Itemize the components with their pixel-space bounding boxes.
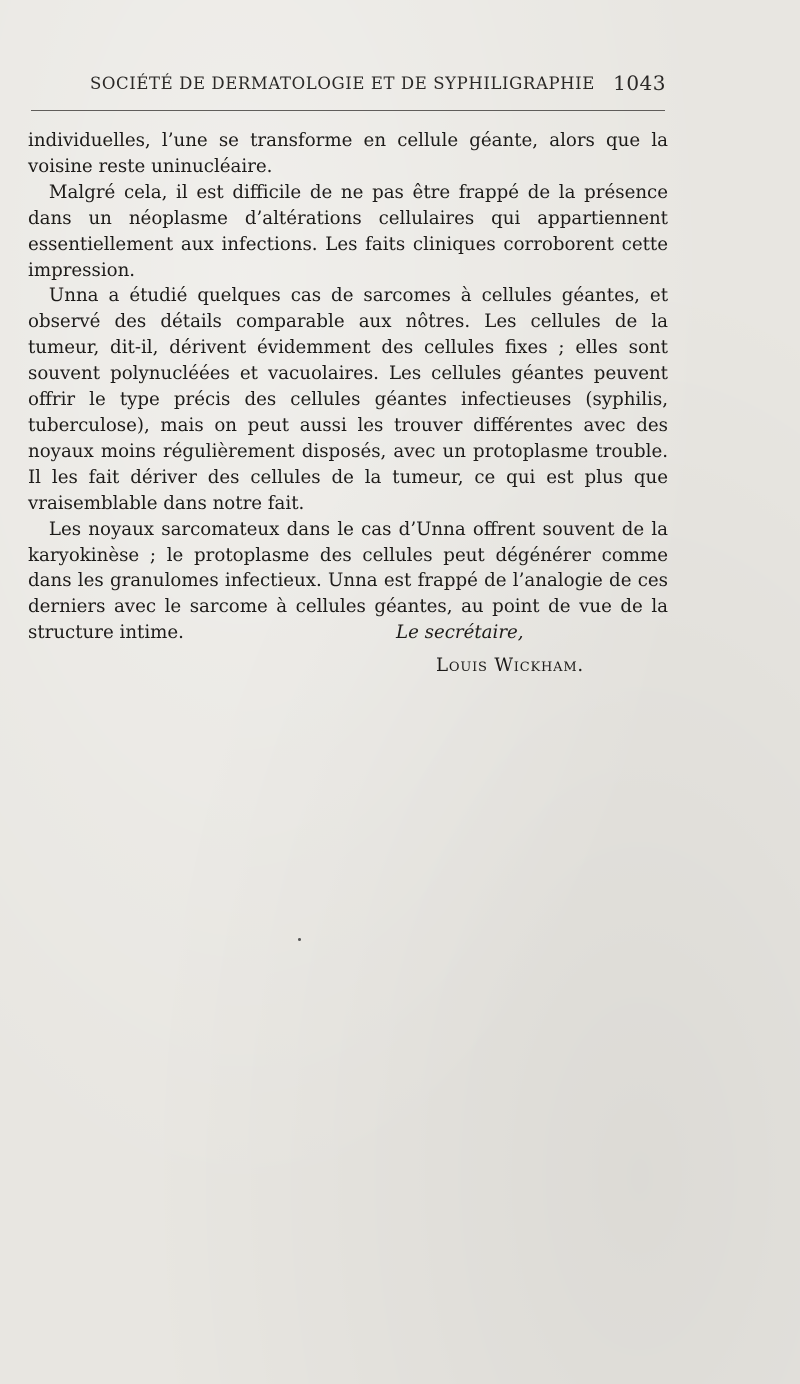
paragraph: Malgré cela, il est difficile de ne pas être frappé de la présence dans un néoplasme d’altérations cellulaires qui appartiennent essentiellement aux infections. Les faits cliniques corroborent cette impression. [28,181,668,281]
paragraph-continuation: individuelles, l’une se transforme en cellule géante, alors que la voisine reste uninucléaire. [28,130,668,177]
paragraph: Unna a étudié quelques cas de sarcomes à cellules géantes, et observé des détails comparable aux nôtres. Les cellules de la tumeur, dit-il, dérivent évidemment des cellules fixes ; elles sont souvent polynucléées et vacuolaires. Les cellules géantes peuvent offrir le type précis des cellules géantes infectieuses (syphilis, tuberculose), mais on peut aussi les trouver différentes avec des noyaux moins régulièrement disposés, avec un protoplasme trouble. Il les fait dériver des cellules de la tumeur, ce qui est plus que vraisemblable dans notre fait. [28,285,668,514]
running-head [90,71,666,102]
page-number: 1043 [613,71,666,95]
signature-role: Le secrétaire, [396,622,524,643]
paragraph: Les noyaux sarcomateux dans le cas d’Unna offrent souvent de la karyokinèse ; le protoplasme des cellules peut dégénérer comme dans les granulomes infectieux. Unna est frappé de l’analogie de ces derniers avec le sarcome à cellules géantes, au point de vue de la structure intime. [28,518,668,644]
header-rule [31,110,665,111]
paper-speck [298,938,301,941]
running-head-title: SOCIÉTÉ DE DERMATOLOGIE ET DE SYPHILIGRAPHIE [90,74,595,93]
body-text [28,128,668,646]
signature-name: Louis Wickham. [436,655,585,676]
